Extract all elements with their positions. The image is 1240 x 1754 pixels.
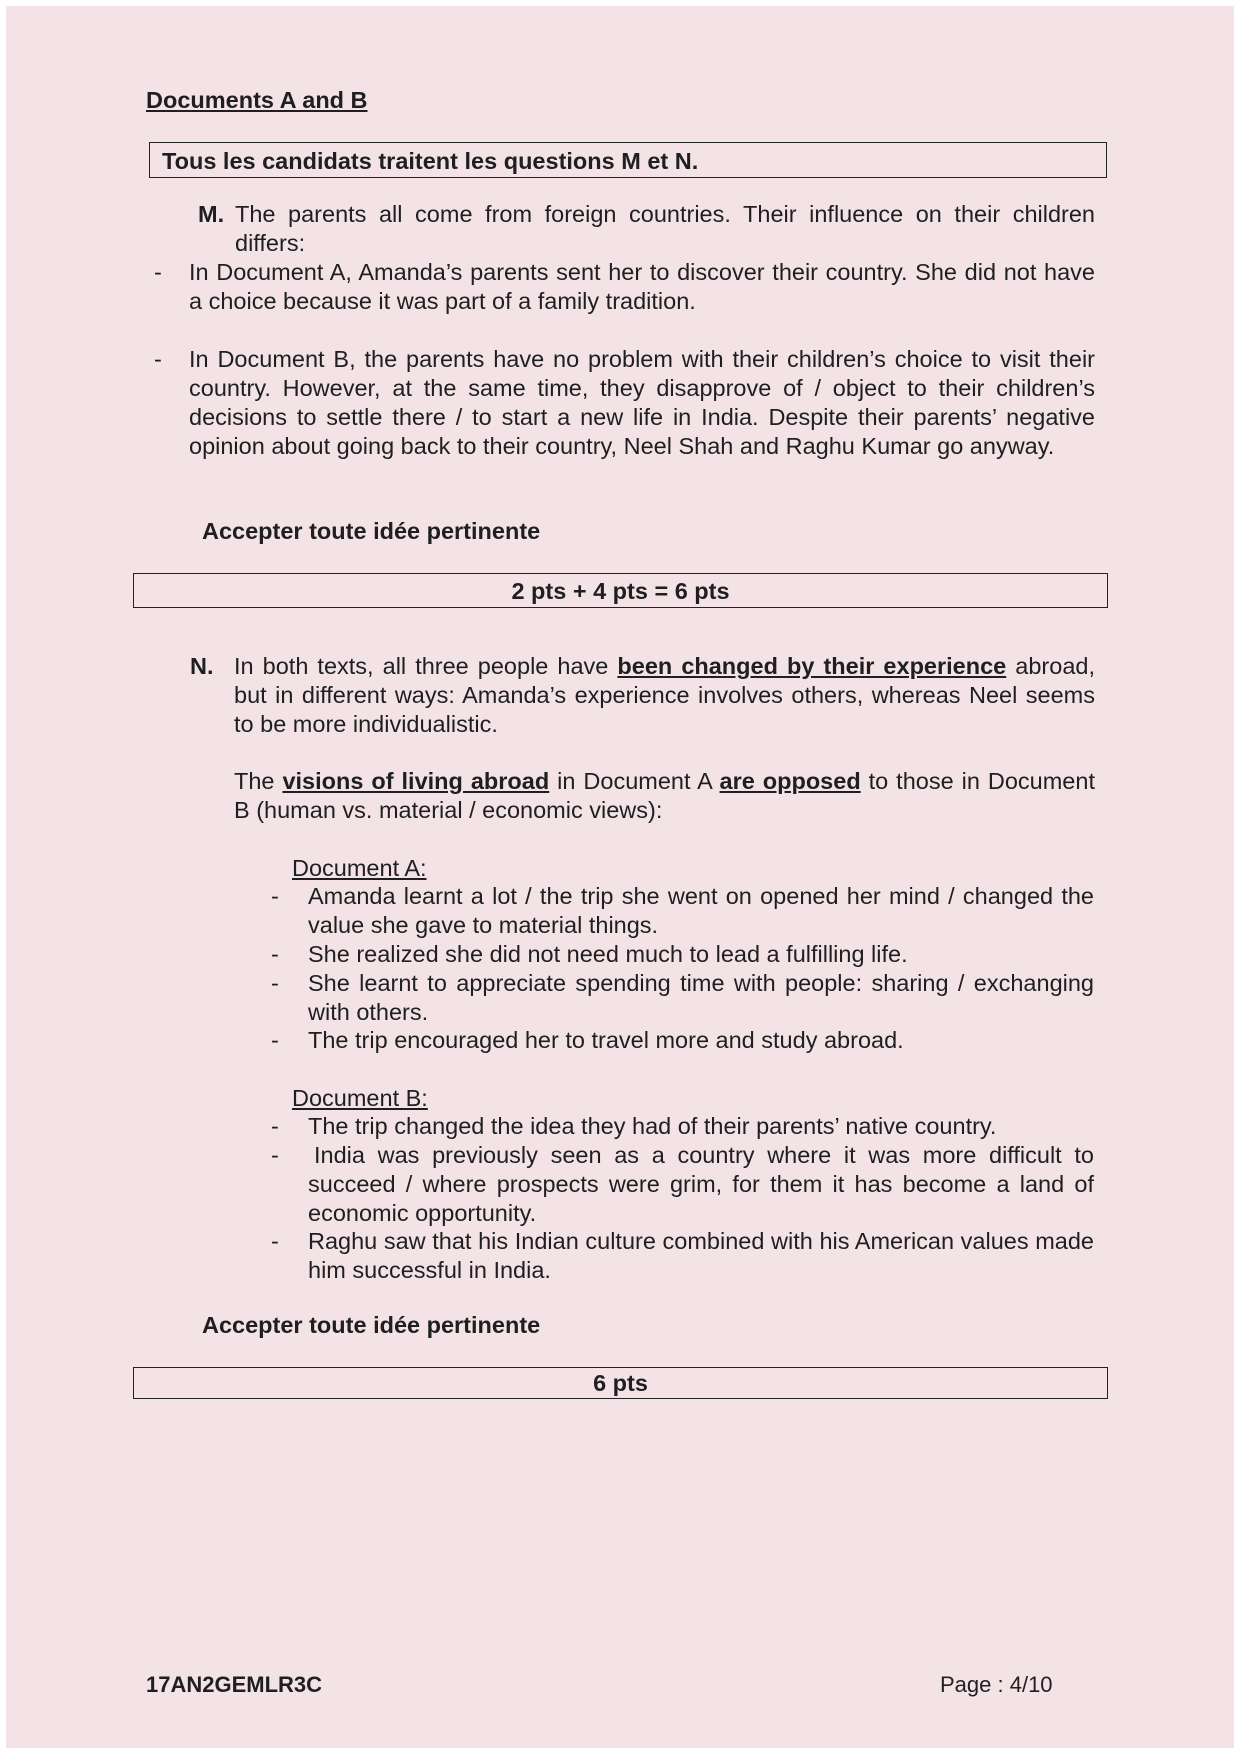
bullet-dash: - [271,970,279,996]
bullet-dash: - [271,1113,279,1139]
doc-a-bullet-4: The trip encouraged her to travel more and study abroad. [308,1027,904,1053]
bullet-dash: - [271,941,279,967]
bullet-dash: - [271,1027,279,1053]
question-m-bullet-2: In Document B, the parents have no problem with their children’s choice to visit their country. However, at the same time, they disapprove of / object to their children’s decisions to settle there / to start a new life in India. Despite their parents’ negative opinion about going back to their country, Neel Shah and Raghu Kumar go anyway. [189,346,1095,459]
p2-text-b: in Document A [549,768,720,794]
p1-text: In both texts, all three people have [234,653,618,679]
p1-emphasis: been changed by their experience [617,653,1007,679]
doc-b-bullet-1: The trip changed the idea they had of their parents’ native country. [308,1113,997,1139]
question-m-intro: The parents all come from foreign countries. Their influence on their children differs: [235,201,1095,256]
document-a-title: Document A: [292,855,427,881]
p2-emphasis-1: visions of living abroad [282,768,550,794]
instruction-box: Tous les candidats traitent les questions M et N. [149,142,1107,178]
doc-a-bullet-1: Amanda learnt a lot / the trip she went on opened her mind / changed the value she gave to material things. [308,883,1094,938]
document-b-title: Document B: [292,1085,428,1111]
question-n-paragraph-1 [234,652,1095,739]
accept-note-n: Accepter toute idée pertinente [202,1312,541,1338]
bullet-dash: - [271,883,279,909]
score-box-n: 6 pts [133,1367,1108,1399]
p2-text-c: to those in Document B (human vs. material / economic views): [234,768,1095,823]
bullet-dash: - [154,259,162,285]
question-n-label: N. [190,653,214,679]
bullet-dash: - [154,346,162,372]
doc-b-bullet-2: India was previously seen as a country where it was more difficult to succeed / where prospects were grim, for them it has become a land of economic opportunity. [308,1142,1094,1226]
question-m-bullet-1: In Document A, Amanda’s parents sent her to discover their country. She did not have a choice because it was part of a family tradition. [189,259,1095,314]
question-m-label: M. [198,201,225,227]
score-box-m: 2 pts + 4 pts = 6 pts [133,573,1108,608]
doc-b-bullet-3: Raghu saw that his Indian culture combined with his American values made him successful in India. [308,1228,1094,1283]
p2-emphasis-2: are opposed [719,768,861,794]
doc-a-bullet-3: She learnt to appreciate spending time with people: sharing / exchanging with others. [308,970,1094,1025]
accept-note-m: Accepter toute idée pertinente [202,518,541,544]
p1-text-end: abroad, but in different ways: Amanda’s experience involves others, whereas Neel seems to be more individualistic. [234,653,1095,737]
section-heading: Documents A and B [146,87,368,113]
p2-text-a: The [234,768,283,794]
bullet-dash: - [271,1142,279,1168]
bullet-dash: - [271,1228,279,1254]
doc-a-bullet-2: She realized she did not need much to lead a fulfilling life. [308,941,908,967]
question-n-paragraph-2 [234,767,1095,825]
footer-page-number: Page : 4/10 [940,1672,1053,1697]
document-page [6,6,1234,1748]
footer-code: 17AN2GEMLR3C [146,1672,323,1697]
